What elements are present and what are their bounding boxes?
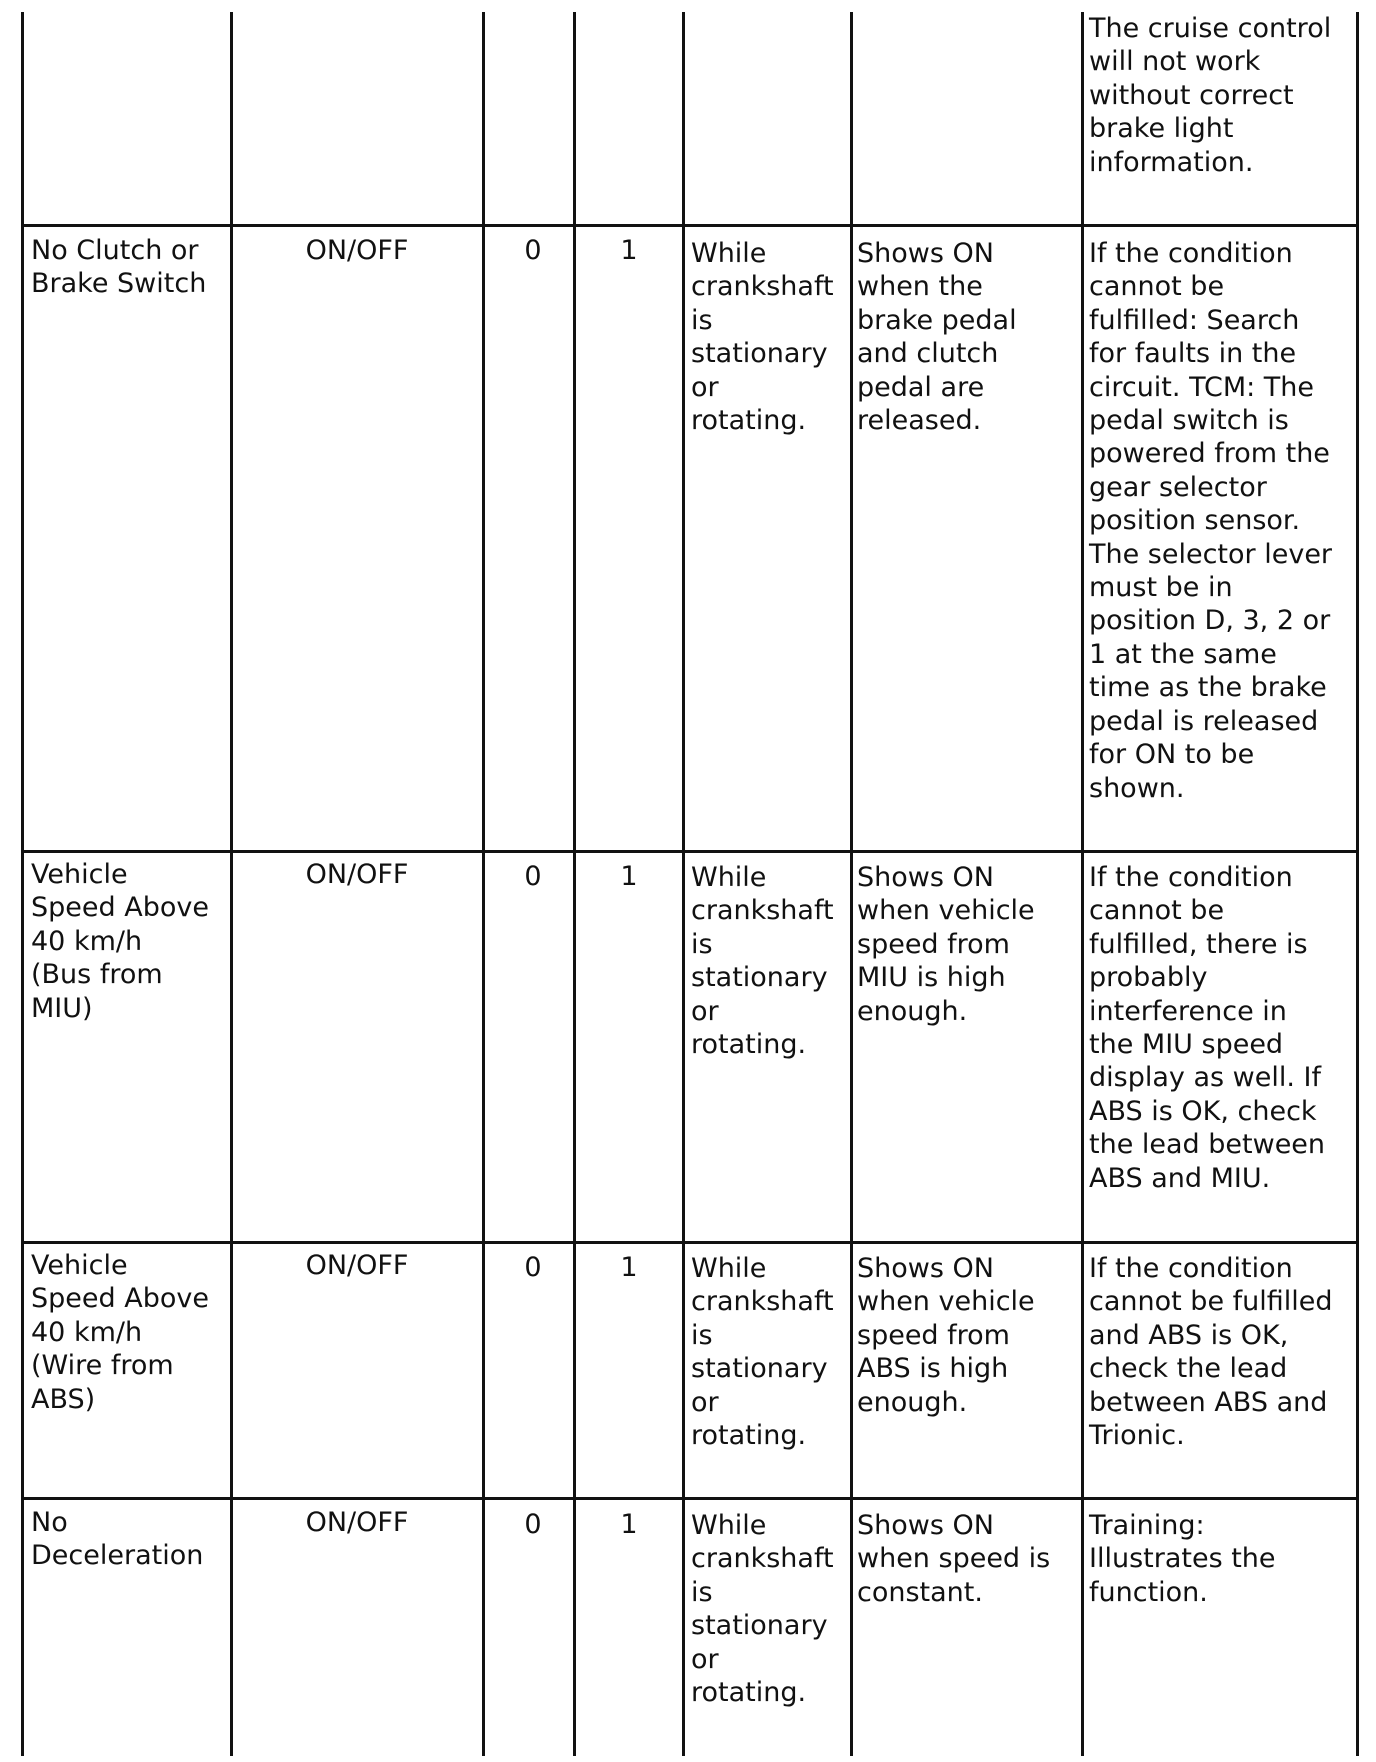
condition-cell: While crankshaft is stationary or rotating. [691,1510,834,1709]
column-divider [21,12,24,1756]
description-cell: Shows ON when vehicle speed from MIU is high enough. [857,862,1035,1027]
parameter-cell: No Deceleration [31,1507,204,1572]
condition-cell: While crankshaft is stationary or rotating. [691,862,834,1061]
description-cell: Shows ON when the brake pedal and clutch pedal are released. [857,238,1017,437]
max-value-cell: 1 [620,235,638,266]
row-divider [21,1241,1357,1244]
remarks-cell: Training: Illustrates the function. [1089,1510,1276,1608]
condition-cell: While crankshaft is stationary or rotating. [691,1253,834,1452]
remarks-cell: If the condition cannot be fulfilled, there is probably interference in the MIU speed display as well. If ABS is OK, check the lead between ABS and MIU. [1089,862,1326,1194]
parameter-cell: Vehicle Speed Above 40 km/h (Bus from MIU) [31,859,209,1024]
min-value-cell: 0 [524,235,542,266]
row-divider [21,1497,1357,1500]
unit-cell: ON/OFF [305,1507,409,1538]
row-divider [21,224,1357,227]
condition-cell: While crankshaft is stationary or rotating. [691,238,834,437]
unit-cell: ON/OFF [305,1250,409,1281]
remarks-cell: If the condition cannot be fulfilled and ABS is OK, check the lead between ABS and Trionic. [1089,1253,1333,1452]
remarks-cell: If the condition cannot be fulfilled: Search for faults in the circuit. TCM: The pedal switch is powered from the gear selector position sensor. The selector lever must be in position D, 3, 2 or 1 at the same time as the brake pedal is released for ON to be shown. [1089,238,1333,804]
max-value-cell: 1 [620,861,638,892]
unit-cell: ON/OFF [305,859,409,890]
row-divider [21,850,1357,853]
remarks-cell: The cruise control will not work without correct brake light information. [1089,13,1332,178]
min-value-cell: 0 [524,1509,542,1540]
min-value-cell: 0 [524,861,542,892]
parameter-cell: No Clutch or Brake Switch [31,235,207,300]
max-value-cell: 1 [620,1252,638,1283]
column-divider [1081,12,1084,1756]
description-cell: Shows ON when vehicle speed from ABS is high enough. [857,1253,1035,1418]
description-cell: Shows ON when speed is constant. [857,1510,1051,1608]
parameter-cell: Vehicle Speed Above 40 km/h (Wire from ABS) [31,1250,209,1415]
max-value-cell: 1 [620,1509,638,1540]
min-value-cell: 0 [524,1252,542,1283]
unit-cell: ON/OFF [305,235,409,266]
